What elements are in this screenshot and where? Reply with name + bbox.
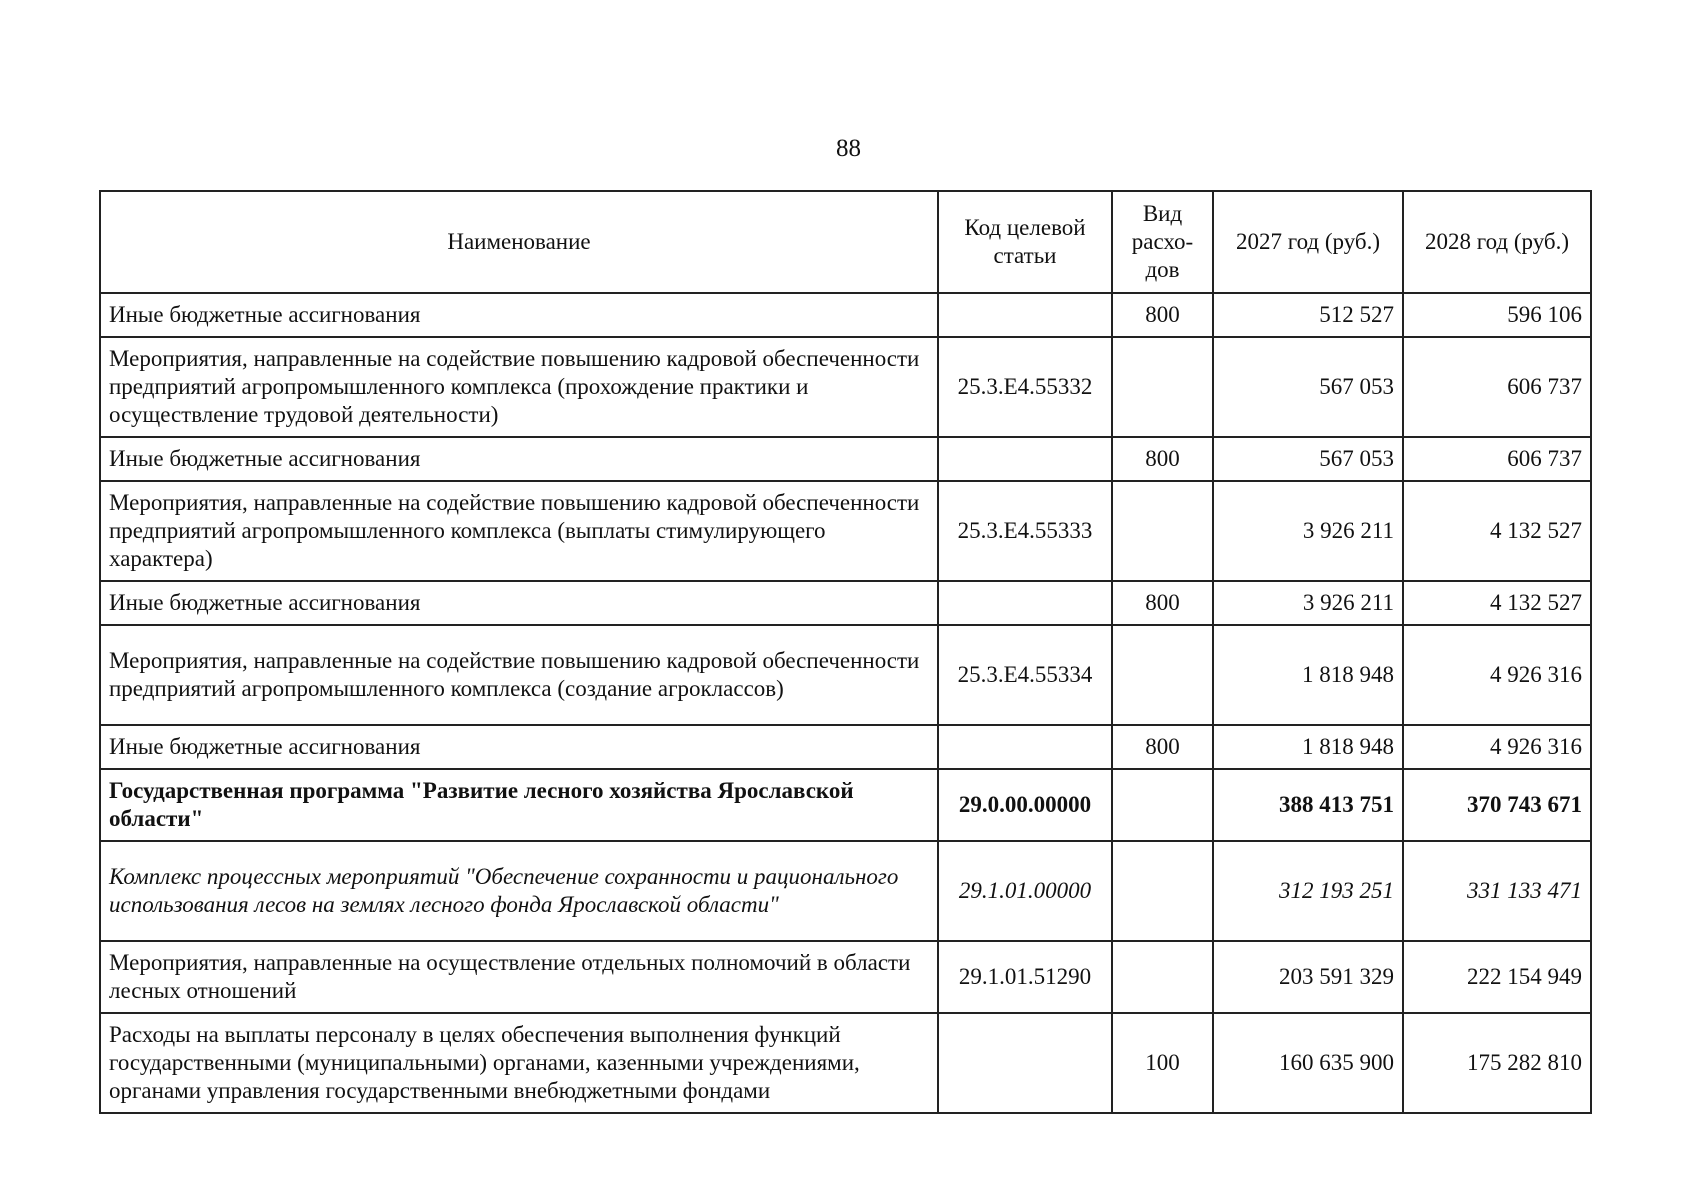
row-value-2028: 606 737 xyxy=(1403,337,1591,437)
row-code: 25.3.Е4.55332 xyxy=(938,337,1112,437)
table-row xyxy=(100,725,1591,769)
row-name: Расходы на выплаты персоналу в целях обеспечения выполнения функций государственными (муниципальными) органами, казенными учреждениями, органами управления государственными внебюджетными фондами xyxy=(100,1013,938,1113)
row-value-2027: 388 413 751 xyxy=(1213,769,1403,841)
row-value-2027: 3 926 211 xyxy=(1213,581,1403,625)
header-kind: Вид расхо-дов xyxy=(1112,191,1213,293)
row-code xyxy=(938,725,1112,769)
table-row xyxy=(100,293,1591,337)
row-value-2028: 175 282 810 xyxy=(1403,1013,1591,1113)
row-value-2027: 160 635 900 xyxy=(1213,1013,1403,1113)
row-code: 25.3.Е4.55334 xyxy=(938,625,1112,725)
table-row xyxy=(100,437,1591,481)
table-row xyxy=(100,481,1591,581)
row-name: Мероприятия, направленные на осуществление отдельных полномочий в области лесных отношений xyxy=(100,941,938,1013)
row-value-2028: 222 154 949 xyxy=(1403,941,1591,1013)
row-value-2027: 1 818 948 xyxy=(1213,625,1403,725)
row-kind xyxy=(1112,841,1213,941)
row-value-2028: 4 132 527 xyxy=(1403,581,1591,625)
row-kind: 800 xyxy=(1112,725,1213,769)
table-row xyxy=(100,1013,1591,1113)
row-name: Комплекс процессных мероприятий "Обеспечение сохранности и рационального использования лесов на землях лесного фонда Ярославской области" xyxy=(100,841,938,941)
row-name: Иные бюджетные ассигнования xyxy=(100,581,938,625)
row-code xyxy=(938,581,1112,625)
row-value-2027: 203 591 329 xyxy=(1213,941,1403,1013)
row-kind xyxy=(1112,625,1213,725)
row-value-2028: 370 743 671 xyxy=(1403,769,1591,841)
row-kind xyxy=(1112,941,1213,1013)
row-value-2028: 606 737 xyxy=(1403,437,1591,481)
row-value-2028: 4 926 316 xyxy=(1403,725,1591,769)
row-kind: 800 xyxy=(1112,581,1213,625)
row-name: Иные бюджетные ассигнования xyxy=(100,293,938,337)
header-code: Код целевой статьи xyxy=(938,191,1112,293)
header-name: Наименование xyxy=(100,191,938,293)
row-kind: 800 xyxy=(1112,437,1213,481)
row-value-2028: 4 926 316 xyxy=(1403,625,1591,725)
row-name: Государственная программа "Развитие лесного хозяйства Ярославской области" xyxy=(100,769,938,841)
row-kind: 100 xyxy=(1112,1013,1213,1113)
header-year-2027: 2027 год (руб.) xyxy=(1213,191,1403,293)
table-row xyxy=(100,841,1591,941)
table-row xyxy=(100,941,1591,1013)
row-name: Мероприятия, направленные на содействие повышению кадровой обеспеченности предприятий агропромышленного комплекса (создание агроклассов) xyxy=(100,625,938,725)
table-row xyxy=(100,769,1591,841)
row-name: Иные бюджетные ассигнования xyxy=(100,725,938,769)
row-code xyxy=(938,437,1112,481)
row-value-2027: 312 193 251 xyxy=(1213,841,1403,941)
row-value-2027: 3 926 211 xyxy=(1213,481,1403,581)
row-value-2027: 567 053 xyxy=(1213,337,1403,437)
row-kind: 800 xyxy=(1112,293,1213,337)
row-kind xyxy=(1112,337,1213,437)
row-code xyxy=(938,293,1112,337)
table-row xyxy=(100,625,1591,725)
header-year-2028: 2028 год (руб.) xyxy=(1403,191,1591,293)
table-row xyxy=(100,337,1591,437)
row-code: 29.1.01.00000 xyxy=(938,841,1112,941)
row-code: 29.0.00.00000 xyxy=(938,769,1112,841)
row-name: Мероприятия, направленные на содействие повышению кадровой обеспеченности предприятий агропромышленного комплекса (прохождение практики и осуществление трудовой деятельности) xyxy=(100,337,938,437)
row-code xyxy=(938,1013,1112,1113)
row-value-2028: 331 133 471 xyxy=(1403,841,1591,941)
row-value-2027: 567 053 xyxy=(1213,437,1403,481)
table-row xyxy=(100,581,1591,625)
row-kind xyxy=(1112,769,1213,841)
row-code: 25.3.Е4.55333 xyxy=(938,481,1112,581)
table-header-row xyxy=(100,191,1591,293)
row-value-2027: 1 818 948 xyxy=(1213,725,1403,769)
row-kind xyxy=(1112,481,1213,581)
row-value-2028: 596 106 xyxy=(1403,293,1591,337)
budget-table xyxy=(99,190,1592,1114)
row-value-2027: 512 527 xyxy=(1213,293,1403,337)
row-code: 29.1.01.51290 xyxy=(938,941,1112,1013)
row-name: Мероприятия, направленные на содействие повышению кадровой обеспеченности предприятий агропромышленного комплекса (выплаты стимулирующего характера) xyxy=(100,481,938,581)
row-value-2028: 4 132 527 xyxy=(1403,481,1591,581)
row-name: Иные бюджетные ассигнования xyxy=(100,437,938,481)
page-number: 88 xyxy=(836,135,861,162)
table-body xyxy=(100,293,1591,1113)
